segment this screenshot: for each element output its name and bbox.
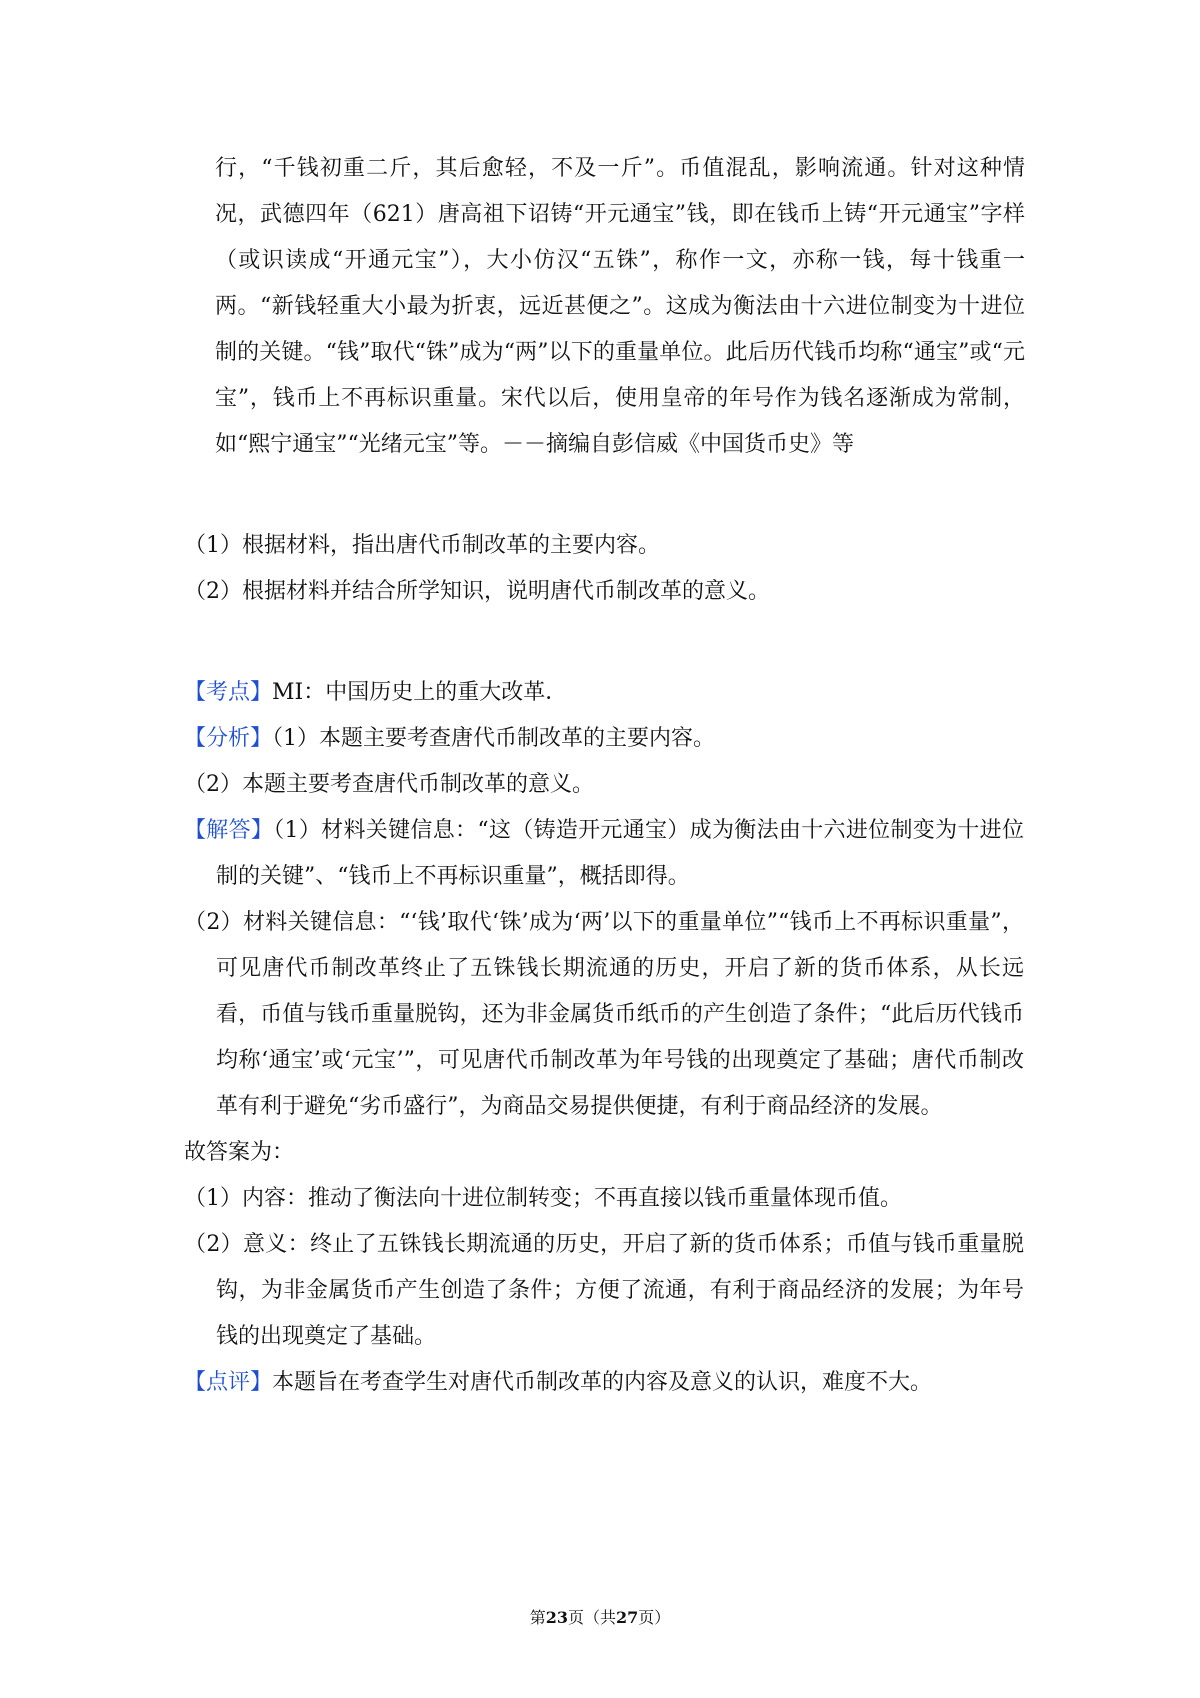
question-2: （2）根据材料并结合所学知识，说明唐代币制改革的意义。 [184, 579, 770, 604]
footer-total-pages: 27 [616, 1608, 639, 1627]
dianping-text: 本题旨在考查学生对唐代币制改革的内容及意义的认识，难度不大。 [272, 1370, 933, 1395]
question-list [184, 523, 1024, 615]
kaodian-tag: 【考点】 [184, 680, 273, 705]
footer-suffix: 页） [638, 1608, 671, 1627]
fenxi-line [184, 716, 1024, 762]
footer-page-number: 23 [545, 1608, 568, 1627]
footer-prefix: 第 [529, 1608, 546, 1627]
answer-2: （2）意义：终止了五铢钱长期流通的历史，开启了新的货币体系；币值与钱币重量脱钩，为非金属货币产生创造了条件；方便了流通，有利于商品经济的发展；为年号钱的出现奠定了基础。 [184, 1232, 1024, 1349]
answer-intro: 故答案为： [184, 1140, 295, 1165]
question-1: （1）根据材料，指出唐代币制改革的主要内容。 [184, 533, 660, 558]
fenxi-tag: 【分析】 [184, 726, 273, 751]
dianping-tag: 【点评】 [184, 1370, 273, 1395]
dianping-line [184, 1360, 1024, 1406]
jieda-line-1 [184, 808, 1024, 900]
jieda-text-1: （1）材料关键信息：“这（铸造开元通宝）成为衡法由十六进位制变为十进位制的关键”、“钱币上不再标识重量”，概括即得。 [216, 818, 1024, 889]
kaodian-line [184, 670, 1024, 716]
fenxi-line-2: （2）本题主要考查唐代币制改革的意义。 [184, 772, 594, 797]
jieda-line-2: （2）材料关键信息：“‘钱’取代‘铢’成为‘两’以下的重量单位”“钱币上不再标识重量”，可见唐代币制改革终止了五铢钱长期流通的历史，开启了新的货币体系，从长远看，币值与钱币重量脱钩，还为非金属货币纸币的产生创造了条件；“此后历代钱币均称‘通宝’或‘元宝’”，可见唐代币制改革为年号钱的出现奠定了基础；唐代币制改革有利于避免“劣币盛行”，为商品交易提供便捷，有利于商品经济的发展。 [184, 910, 1024, 1119]
jieda-tag: 【解答】 [184, 818, 274, 843]
page-footer [0, 1605, 1200, 1628]
fenxi-text: （1）本题主要考查唐代币制改革的主要内容。 [272, 726, 716, 751]
answer-1: （1）内容：推动了衡法向十进位制转变；不再直接以钱币重量体现币值。 [184, 1186, 902, 1211]
material-passage [215, 146, 1025, 468]
kaodian-text: MI：中国历史上的重大改革． [272, 680, 568, 705]
material-text: 行，“千钱初重二斤，其后愈轻，不及一斤”。币值混乱，影响流通。针对这种情况，武德四年（621）唐高祖下诏铸“开元通宝”钱，即在钱币上铸“开元通宝”字样（或识读成“开通元宝”），大小仿汉“五铢”，称作一文，亦称一钱，每十钱重一两。“新钱轻重大小最为折衷，远近甚便之”。这成为衡法由十六进位制变为十进位制的关键。“钱”取代“铢”成为“两”以下的重量单位。此后历代钱币均称“通宝”或“元宝”，钱币上不再标识重量。宋代以后，使用皇帝的年号作为钱名逐渐成为常制，如“熙宁通宝”“光绪元宝”等。－－摘编自彭信威《中国货币史》等 [215, 156, 1025, 457]
footer-middle: 页（共 [567, 1608, 616, 1627]
answer-section [184, 670, 1024, 1406]
